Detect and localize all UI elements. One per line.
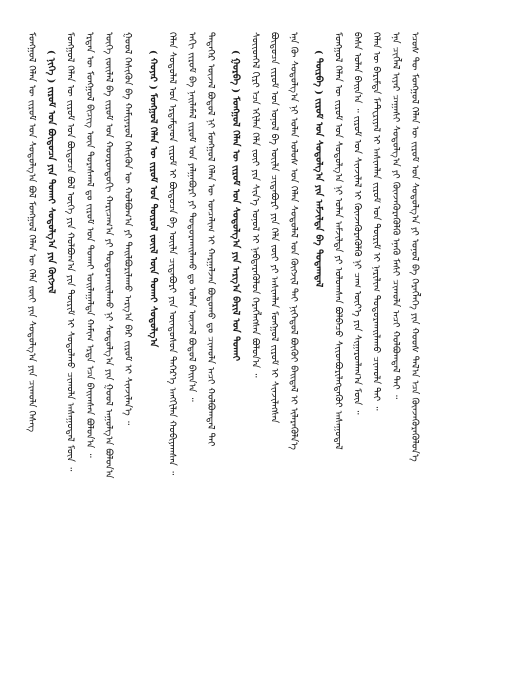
text-line: ᠡᠨᠡ ᠴᠢᠭᠯᠡᠯ ᠢᠶᠡᠷ ᠴᠠᠭᠠᠰᠢ ᠰᠤᠳᠤᠯᠭ᠎ᠠ ᠶᠢ ᠭᠦᠨᠵᠡᠭᠦᠷᠡᠭᠦᠯᠬᠦ ᠡᠨᠡᠬᠦ ᠮᠠᠰᠢ ᠴᠢᠬᠤᠯᠠ ᠠᠴᠢ ᠬᠣᠯᠪᠣᠭᠳᠠᠯ ᠲᠠᠢ ᠃ (389, 32, 401, 400)
text-line: ᠮᠣᠩᠭᠣᠯ ᠬᠡᠯᠡᠨ ᠦ ᠵᠢᠷᠤᠮ ᠤᠨ ᠰᠤᠳᠤᠯᠭ᠎ᠠ ᠪᠣᠯ ᠮᠣᠩᠭᠣᠯ ᠬᠡᠯᠡᠨ ᠦ ᠬᠡᠯᠡ ᠵᠦᠢ ᠶᠢᠨ ᠰᠤᠳᠤᠯᠭ᠎ᠠ ᠶᠢᠨ ᠴᠢᠬᠤᠯᠠ ᠬᠡᠰᠡᠭ (26, 32, 38, 433)
section-heading: ( ᠬᠣᠶᠠᠷ ) ᠮᠣᠩᠭᠣᠯ ᠬᠡᠯᠡᠨ ᠦ ᠵᠢᠷᠤᠮ ᠤᠨ ᠲᠥᠷᠥᠯ ᠵᠦᠢᠯ ᠦᠨ ᠲᠤᠬᠠᠢ ᠰᠤᠳᠤᠯᠭ᠎ᠠ (147, 50, 159, 348)
text-line: ᠲᠡᠳᠡᠭᠡᠷ ᠦᠵᠡᠯ ᠪᠣᠳᠤᠯ ᠨᠢ ᠮᠣᠩᠭᠣᠯ ᠬᠡᠯᠡᠨ ᠦ ᠣᠨᠴᠠᠯᠢᠭ ᠢ ᠬᠠᠷᠭᠠᠯᠵᠠᠨ ᠪᠣᠳᠣᠬᠤ ᠳᠤ ᠴᠢᠬᠤᠯᠠ ᠠᠴᠢ ᠬᠣᠯᠪᠣᠭᠳᠠᠯ ᠲᠠᠢ (205, 32, 217, 447)
text-line: ᠬᠡᠯᠡᠨ ᠰᠤᠳᠤᠯᠠᠯ ᠤᠨ ᠡᠷᠳᠡᠮᠲᠡᠳ ᠵᠢᠷᠤᠮ ᠢ ᠪᠦᠲᠦᠴᠡ ᠪᠠ ᠦᠢᠯᠡ ᠴᠢᠳᠠᠪᠤᠷᠢ ᠶᠢᠨ ᠦᠨᠳᠦᠰᠦᠨ ᠳᠡᠭᠡᠷ᠎ᠡ ᠠᠩᠭᠢᠯᠠᠨ ᠬᠤᠪᠢᠶᠠᠭᠰᠠᠨ ᠃ (166, 32, 178, 476)
text-line: ᠮᠣᠩᠭᠣᠯ ᠬᠡᠯᠡᠨ ᠦ ᠵᠢᠷᠤᠮ ᠤᠨ ᠰᠤᠳᠤᠯᠭ᠎ᠠ ᠨᠢ ᠣᠯᠠᠨ ᠠᠮᠵᠢᠯᠲᠠ ᠶᠢ ᠣᠯᠤᠭᠰᠠᠨ ᠪᠣᠯᠪᠠᠴᠤ ᠰᠢᠢᠳᠪᠦᠷᠢᠯᠡᠭᠳᠡᠭᠦᠢ ᠠᠰᠠᠭᠤᠳᠠᠯ (332, 32, 344, 450)
text-line: ᠬᠡᠯᠡᠨ ᠦ ᠪᠠᠷᠢᠮᠲᠠ ᠮᠠᠲᠧᠷᠢᠶᠠᠯ ᠢ ᠠᠰᠢᠭᠯᠠᠨ ᠵᠢᠷᠤᠮ ᠤᠨ ᠳᠦᠷᠢᠮ ᠢ ᠨᠠᠷᠢᠯᠢᠭ ᠲᠣᠳᠣᠷᠬᠠᠢᠯᠠᠬᠤ ᠴᠢᠬᠤᠯᠠ ᠲᠠᠢ ᠃ (370, 32, 382, 411)
section-heading: ( ᠳᠥᠷᠪᠡ ) ᠵᠢᠷᠤᠮ ᠤᠨ ᠰᠤᠳᠤᠯᠭ᠎ᠠ ᠶᠢᠨ ᠠᠮᠵᠢᠯᠲᠠ ᠪᠠ ᠳᠤᠲᠠᠭᠳᠠᠯ (313, 50, 325, 288)
text-line: ᠪᠦᠲᠦᠴᠡ ᠵᠢᠷᠤᠮ ᠤᠨ ᠣᠨᠣᠯ ᠪᠠ ᠦᠢᠯᠡ ᠴᠢᠳᠠᠪᠤᠷᠢ ᠶᠢᠨ ᠬᠡᠯᠡ ᠵᠦᠢ ᠶᠢ ᠠᠰᠢᠭᠯᠠᠨ ᠮᠣᠩᠭᠣᠯ ᠵᠢᠷᠤᠮ ᠢ ᠰᠢᠨᠵᠢᠯᠡᠭᠰᠡᠨ (268, 32, 280, 424)
section-heading: ( ᠭᠤᠷᠪᠠ ) ᠮᠣᠩᠭᠣᠯ ᠬᠡᠯᠡᠨ ᠦ ᠵᠢᠷᠤᠮ ᠤᠨ ᠰᠤᠳᠤᠯᠭ᠎ᠠ ᠶᠢᠨ ᠠᠷᠭ᠎ᠠ ᠪᠠᠷᠢᠯ ᠤᠨ ᠲᠤᠬᠠᠢ (230, 50, 242, 362)
text-line: ᠡᠨᠭᠢ ᠵᠢᠷᠤᠮ ᠪᠠ ᠨᠡᠢᠯᠡᠮᠡᠯ ᠵᠢᠷᠤᠮ ᠤᠨ ᠶᠠᠯᠭᠠᠪᠤᠷᠢ ᠶᠢ ᠲᠣᠳᠣᠷᠬᠠᠢᠯᠠᠬᠤ ᠳᠤ ᠣᠯᠠᠨ ᠦᠵᠡᠯ ᠪᠣᠳᠤᠯ ᠪᠠᠢᠨ᠎ᠠ ᠃ (185, 32, 197, 402)
text-line: ᠮᠣᠩᠭᠣᠯ ᠬᠡᠯᠡᠨ ᠦ ᠵᠢᠷᠤᠮ ᠤᠨ ᠪᠦᠲᠦᠴᠡ ᠪᠣᠯ ᠦᠭᠡ ᠶᠢᠨ ᠬᠣᠯᠪᠣᠭ᠎ᠠ ᠶᠢᠨ ᠳᠦᠷᠢᠮ ᠢ ᠰᠤᠳᠤᠯᠬᠤ ᠴᠢᠬᠤᠯᠠ ᠠᠰᠠᠭᠤᠳᠠᠯ ᠮᠥᠨ ᠃ (64, 32, 76, 472)
text-line: ᠪᠠᠰᠠ ᠣᠯᠠᠨ ᠪᠠᠢᠨ᠎ᠠ ᠃ ᠵᠢᠷᠤᠮ ᠤᠨ ᠰᠢᠨᠵᠢᠯᠡᠯ ᠢ ᠭᠦᠨᠵᠡᠭᠦᠷᠡᠭᠦᠯᠬᠦ ᠨᠢ ᠴᠠᠭ ᠦᠶ᠎ᠡ ᠶᠢᠨ ᠰᠢᠭᠠᠷᠳᠯᠠᠭ᠎ᠠ ᠮᠥᠨ ᠃ (351, 32, 363, 415)
text-line: ᠡᠷᠲᠡᠨ ᠦ ᠮᠣᠩᠭᠣᠯ ᠪᠢᠴᠢᠭ ᠦᠨ ᠳᠤᠷᠠᠰᠬᠠᠯ ᠳᠤ ᠵᠢᠷᠤᠮ ᠤᠨ ᠲᠤᠬᠠᠢ ᠣᠢᠯᠠᠭᠠᠯᠲᠠ ᠬᠠᠮᠢᠭ ᠡᠷᠲᠡ ᠡᠴᠡ ᠪᠠᠢᠭᠰᠠᠨ ᠪᠣᠯᠤᠨ᠎ᠠ ᠃ (83, 32, 95, 458)
vertical-text-block (22, 32, 502, 637)
text-line: ᠡᠴᠦᠰ ᠲᠦ ᠮᠣᠩᠭᠣᠯ ᠬᠡᠯᠡᠨ ᠦ ᠵᠢᠷᠤᠮ ᠤᠨ ᠰᠤᠳᠤᠯᠭ᠎ᠠ ᠶᠢ ᠣᠨᠣᠯ ᠪᠠ ᠬᠡᠷᠡᠭᠯᠡᠭᠡ ᠶᠢᠨ ᠬᠣᠣᠰ ᠲᠠᠯ᠎ᠠ ᠡᠴᠡ ᠭᠦᠨᠵᠡᠭᠦᠷᠡᠭᠦᠯᠦᠨ᠎ᠡ (409, 32, 421, 462)
text-line: ᠭᠣᠣᠯ ᠭᠡᠰᠢᠭᠦᠨ ᠪᠠ ᠬᠠᠮᠢᠶᠠᠷᠤᠯ ᠭᠡᠰᠢᠭᠦᠨ ᠦ ᠬᠣᠯᠪᠣᠭ᠎ᠠ ᠶᠢ ᠲᠠᠢᠯᠪᠤᠷᠢᠯᠠᠬᠤ ᠠᠷᠭ᠎ᠠ ᠪᠠᠷ ᠵᠢᠷᠤᠮ ᠢ ᠰᠢᠨᠵᠢᠯᠡᠨ᠎ᠡ ᠃ (122, 32, 134, 426)
text-line: ᠦᠭᠡ ᠵᠦᠢᠯᠡᠯ ᠪᠠ ᠵᠢᠷᠤᠮ ᠤᠨ ᠬᠣᠣᠷᠣᠨᠳᠣᠬᠢ ᠬᠠᠷᠢᠴᠠᠭ᠎ᠠ ᠶᠢ ᠲᠣᠳᠣᠷᠬᠠᠢᠯᠠᠬᠤ ᠨᠢ ᠰᠤᠳᠤᠯᠭ᠎ᠠ ᠶᠢᠨ ᠭᠣᠣᠯ ᠠᠭᠤᠯᠭ᠎ᠠ ᠪᠣᠯᠤᠨ᠎ᠠ (103, 32, 115, 479)
text-line: ᠡᠨᠡ ᠬᠦ ᠰᠤᠳᠤᠯᠭ᠎ᠠ ᠨᠢ ᠣᠯᠠᠨ ᠤᠯᠤᠰ ᠤᠨ ᠬᠡᠯᠡᠨ ᠰᠤᠳᠤᠯᠠᠯ ᠤᠨ ᠬᠥᠭᠵᠢᠯ ᠲᠡᠢ ᠨᠢᠭᠡᠳᠦᠯ ᠪᠦᠬᠦᠢ ᠪᠠᠢᠳᠠᠯ ᠢ ᠢᠯᠡᠷᠡᠭᠦᠯᠨ᠎ᠡ (287, 32, 299, 450)
section-heading: ( ᠨᠢᠭᠡ ) ᠵᠢᠷᠤᠮ ᠤᠨ ᠪᠦᠲᠦᠴᠡ ᠶᠢᠨ ᠲᠤᠬᠠᠢ ᠰᠤᠳᠤᠯᠭ᠎ᠠ ᠶᠢᠨ ᠬᠥᠭᠵᠢᠯ (45, 50, 57, 294)
text-line: ᠰᠦᠢᠳᠬᠡᠯ ᠬᠢᠷᠢ ᠡᠴᠡ ᠡᠬᠢᠯᠡᠨ ᠬᠡᠯᠡ ᠵᠦᠢ ᠶᠢᠨ ᠰᠢᠨ᠎ᠡ ᠣᠨᠣᠯ ᠢ ᠨᠡᠪᠳᠡᠷᠡᠭᠦᠯᠦᠨ ᠬᠡᠷᠡᠭᠯᠡᠭᠰᠡᠨ ᠪᠣᠯᠤᠨ᠎ᠠ ᠃ (249, 32, 261, 378)
